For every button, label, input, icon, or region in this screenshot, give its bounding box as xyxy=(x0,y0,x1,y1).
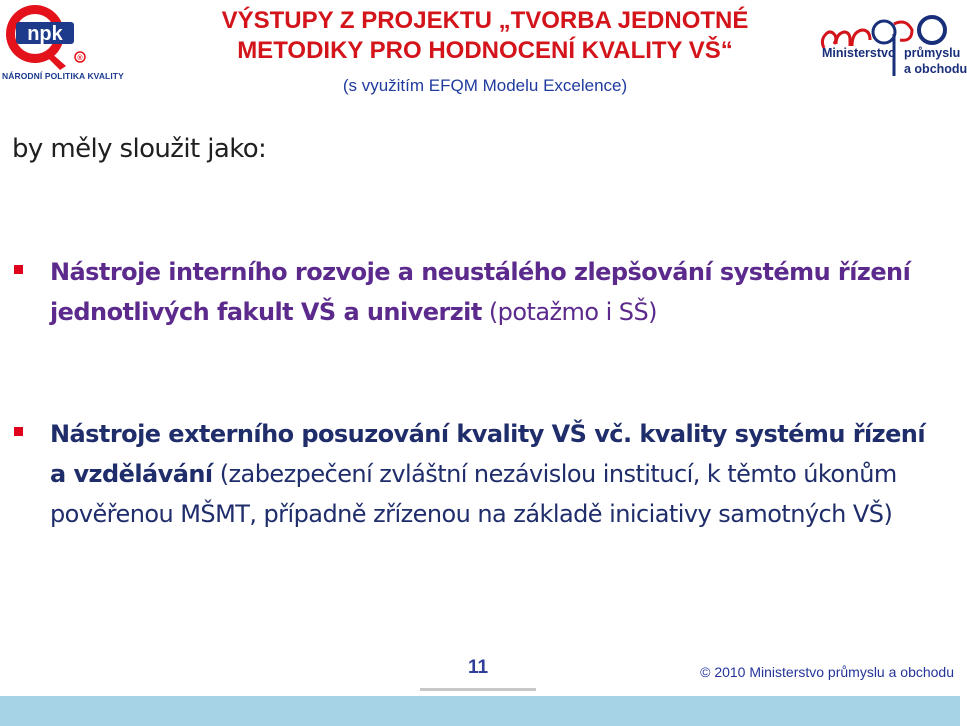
page-title xyxy=(130,6,840,66)
copyright-text: © 2010 Ministerstvo průmyslu a obchodu xyxy=(700,664,954,680)
mpo-text-a-obchodu: a obchodu xyxy=(904,62,967,76)
bullet-1-strong-text: Nástroje interního rozvoje a neustálého zlepšování systému řízení jednotlivých fakult VŠ a univerzit xyxy=(50,258,911,326)
mpo-text-ministerstvo: Ministerstvo xyxy=(822,46,896,60)
npk-caption: NÁRODNÍ POLITIKA KVALITY xyxy=(2,71,124,81)
bullet-marker xyxy=(14,265,23,274)
bullet-2-rest-text: (zabezpečení zvláštní nezávislou institucí, k těmto úkonům pověřenou MŠMT, případně zřízenou na základě iniciativy samotných VŠ) xyxy=(50,460,897,528)
bullet-item-internal xyxy=(50,252,940,332)
bullet-item-external xyxy=(50,414,940,534)
mpo-text-prumyslu: průmyslu xyxy=(904,46,961,60)
page-number-underline xyxy=(420,688,536,691)
npk-logo-text: npk xyxy=(27,23,63,45)
footer-bar xyxy=(0,696,960,726)
title-line-1: VÝSTUPY Z PROJEKTU „TVORBA JEDNOTNÉ xyxy=(221,7,749,34)
svg-text:®: ® xyxy=(77,55,83,62)
bullet-2-strong-text: Nástroje externího posuzování kvality VŠ vč. kvality systému řízení a vzdělávání xyxy=(50,420,926,488)
bullet-1-rest-text: (potažmo i SŠ) xyxy=(481,298,657,326)
title-line-2: METODIKY PRO HODNOCENÍ KVALITY VŠ“ xyxy=(237,37,733,64)
page-number: 11 xyxy=(467,657,489,678)
intro-heading: by měly sloužit jako: xyxy=(12,134,267,164)
page-subtitle: (s využitím EFQM Modelu Excelence) xyxy=(342,76,628,95)
bullet-marker xyxy=(14,427,23,436)
